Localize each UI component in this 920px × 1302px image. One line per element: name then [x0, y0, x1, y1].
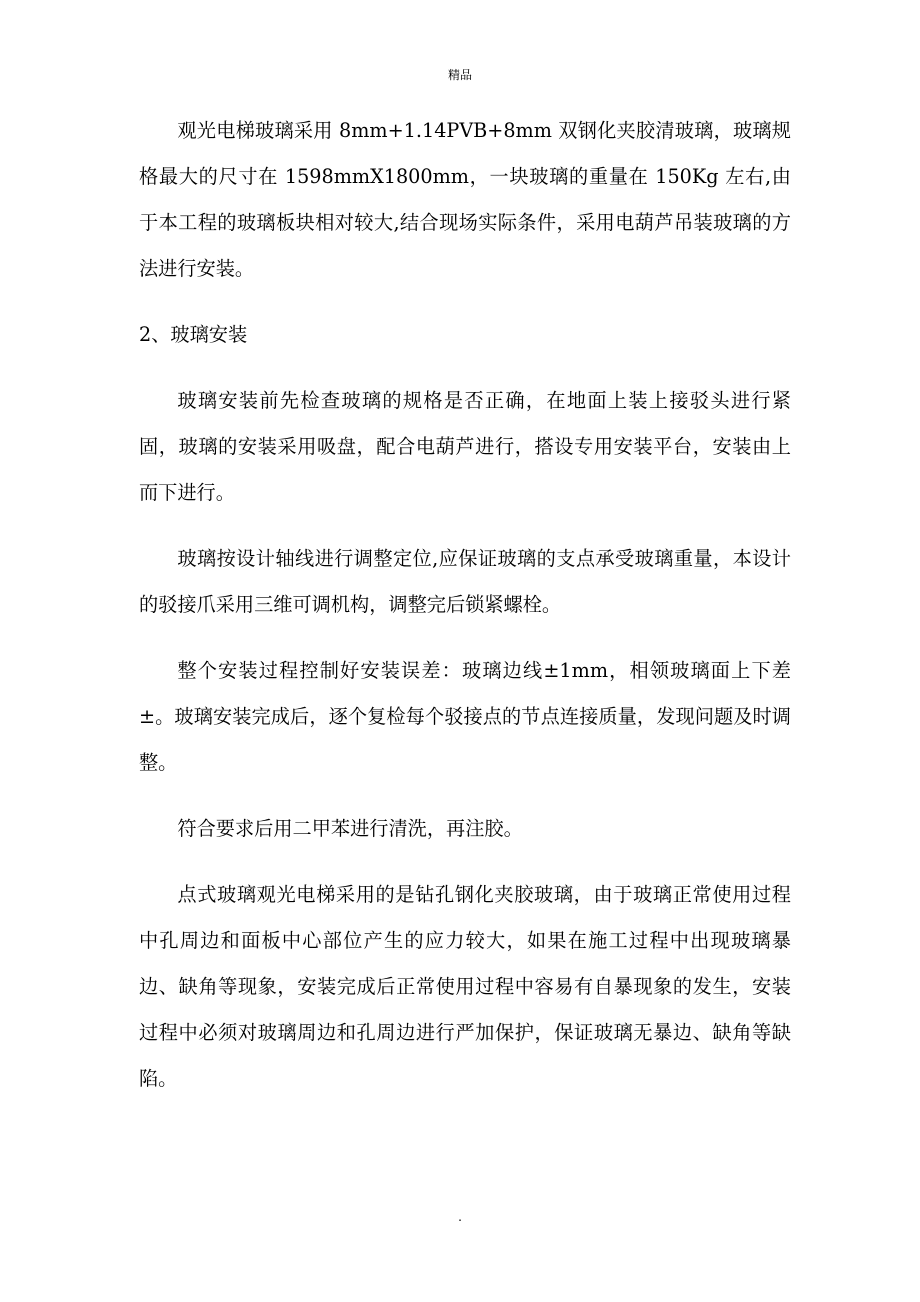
document-body — [139, 108, 791, 1122]
paragraph-protection: 点式玻璃观光电梯采用的是钻孔钢化夹胶玻璃，由于玻璃正常使用过程中孔周边和面板中心部位产生的应力较大，如果在施工过程中出现玻璃暴边、缺角等现象，安装完成后正常使用过程中容易有自暴现象的发生，安装过程中必须对玻璃周边和孔周边进行严加保护，保证玻璃无暴边、缺角等缺陷。 — [139, 883, 791, 1090]
section-heading-glass-installation: 2、玻璃安装 — [139, 323, 248, 346]
page-footer-mark: . — [458, 1210, 462, 1224]
page-header: 精品 — [447, 68, 472, 82]
paragraph-tolerance: 整个安装过程控制好安装误差：玻璃边线±1mm，相领玻璃面上下差±。玻璃安装完成后，逐个复检每个驳接点的节点连接质量，发现问题及时调整。 — [139, 659, 791, 774]
paragraph-glass-spec: 观光电梯玻璃采用 8mm+1.14PVB+8mm 双钢化夹胶清玻璃，玻璃规格最大的尺寸在 1598mmX1800mm，一块玻璃的重量在 150Kg 左右,由于本工程的玻璃板块相对较大,结合现场实际条件，采用电葫芦吊装玻璃的方法进行安装。 — [139, 119, 791, 280]
paragraph-cleaning: 符合要求后用二甲苯进行清洗，再注胶。 — [177, 817, 523, 840]
paragraph-positioning: 玻璃按设计轴线进行调整定位,应保证玻璃的支点承受玻璃重量，本设计的驳接爪采用三维可调机构，调整完后锁紧螺栓。 — [139, 547, 791, 616]
paragraph-installation-prep: 玻璃安装前先检查玻璃的规格是否正确，在地面上装上接驳头进行紧固，玻璃的安装采用吸盘，配合电葫芦进行，搭设专用安装平台，安装由上而下进行。 — [139, 389, 791, 504]
